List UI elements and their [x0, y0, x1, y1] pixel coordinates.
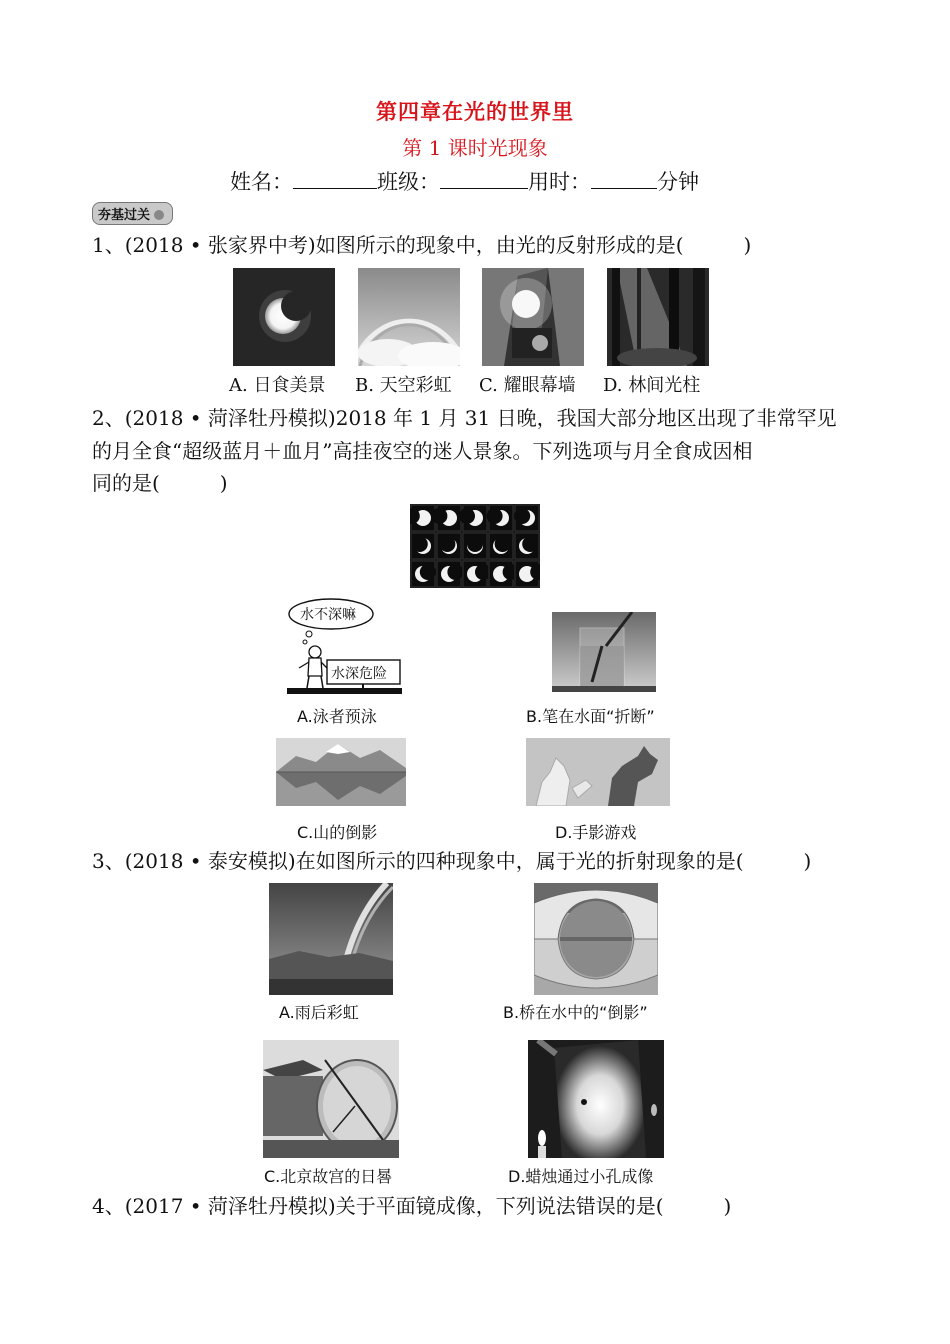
q3-image-bridge-reflection	[534, 883, 658, 995]
q3-image-rainbow	[269, 883, 393, 995]
name-blank[interactable]	[293, 170, 377, 189]
name-label: 姓名：	[230, 170, 293, 194]
q1-image-forest	[607, 268, 709, 366]
question-2-line-1: 2、(2018 • 菏泽牡丹模拟)2018 年 1 月 31 日晚，我国大部分地区出现了非常罕见	[92, 406, 837, 430]
q1-option-a: A. 日食美景	[229, 375, 326, 396]
swimmer-bubble-text: 水不深嘛	[300, 607, 356, 623]
q3-option-c: C.北京故宫的日晷	[264, 1167, 393, 1186]
q3-image-sundial	[263, 1040, 399, 1158]
q3-image-pinhole-candle	[528, 1040, 664, 1158]
swimmer-sign-text: 水深危险	[331, 666, 387, 682]
question-2-line-2: 的月全食“超级蓝月＋血月”高挂夜空的迷人景象。下列选项与月全食成因相	[92, 439, 753, 463]
student-info-line	[230, 166, 699, 196]
q1-option-b: B. 天空彩虹	[355, 375, 452, 396]
q2-option-d: D.手影游戏	[555, 823, 637, 842]
arrow-down-icon	[154, 210, 164, 220]
q1-image-rainbow	[358, 268, 460, 366]
question-1: 1、(2018 • 张家界中考)如图所示的现象中，由光的反射形成的是( )	[92, 233, 752, 257]
q3-option-a: A.雨后彩虹	[279, 1003, 359, 1022]
class-blank[interactable]	[440, 170, 528, 189]
lesson-title: 第 1 课时光现象	[402, 136, 548, 160]
q1-image-eclipse	[233, 268, 335, 366]
q1-option-c: C. 耀眼幕墙	[479, 375, 576, 396]
section-badge: 夯基过关	[92, 202, 173, 225]
class-label: 班级：	[377, 170, 440, 194]
chapter-title: 第四章在光的世界里	[376, 99, 574, 124]
q2-image-swimmer	[287, 596, 402, 694]
q2-image-mountain-reflection	[276, 738, 406, 806]
q2-image-pen-in-water	[552, 612, 656, 692]
q3-option-d: D.蜡烛通过小孔成像	[508, 1167, 654, 1186]
question-2-line-3: 同的是( )	[92, 471, 228, 495]
question-3: 3、(2018 • 泰安模拟)在如图所示的四种现象中，属于光的折射现象的是( )	[92, 849, 812, 873]
time-label: 用时：	[528, 170, 591, 194]
time-blank[interactable]	[591, 170, 657, 189]
q2-image-lunar-eclipse-sequence	[410, 504, 540, 588]
q2-option-a: A.泳者预泳	[297, 707, 377, 726]
time-unit: 分钟	[657, 170, 699, 194]
q2-option-b: B.笔在水面“折断”	[526, 707, 655, 726]
q3-option-b: B.桥在水中的“倒影”	[503, 1003, 648, 1022]
q2-option-c: C.山的倒影	[297, 823, 378, 842]
q1-image-glass-wall	[482, 268, 584, 366]
q2-image-hand-shadow	[526, 738, 670, 806]
q1-option-d: D. 林间光柱	[603, 375, 701, 396]
question-4: 4、(2017 • 菏泽牡丹模拟)关于平面镜成像，下列说法错误的是( )	[92, 1194, 732, 1218]
